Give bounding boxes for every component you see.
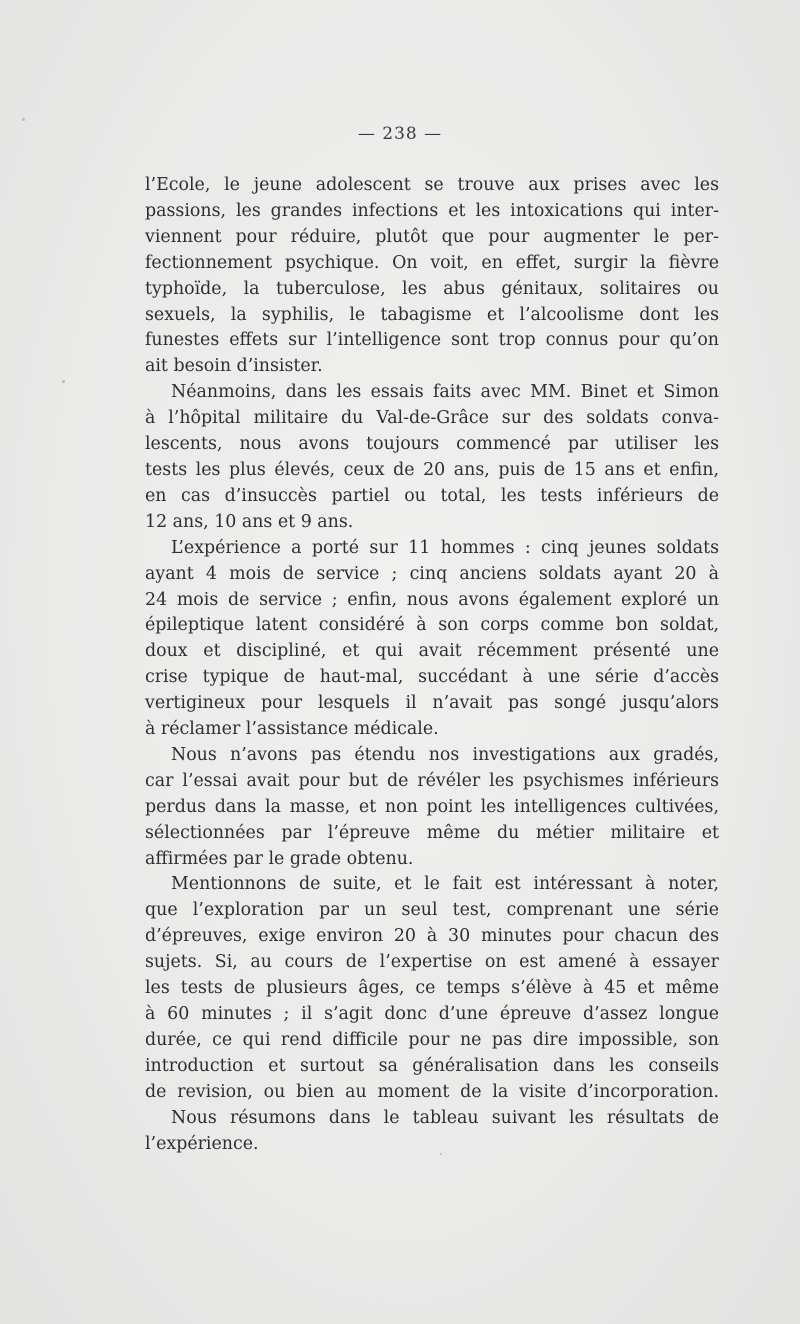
text-line: affirmées par le grade obtenu. bbox=[145, 848, 414, 869]
text-line: sujets. Si, au cours de l’expertise on est amené à essayer bbox=[145, 952, 719, 973]
paragraph bbox=[145, 536, 719, 743]
text-line: à 60 minutes ; il s’agit donc d’une épreuve d’assez longue bbox=[145, 1004, 719, 1024]
text-line: doux et discipliné, et qui avait récemment présenté une bbox=[145, 641, 719, 662]
text-line: l’expérience. bbox=[145, 1133, 259, 1154]
text-line: ayant 4 mois de service ; cinq anciens soldats ayant 20 à bbox=[145, 563, 719, 584]
text-line: 24 mois de service ; enfin, nous avons également exploré un bbox=[145, 589, 719, 610]
paper-speck bbox=[62, 380, 65, 383]
text-line: L’expérience a porté sur 11 hommes : cinq jeunes soldats bbox=[171, 537, 719, 558]
text-line: 12 ans, 10 ans et 9 ans. bbox=[145, 511, 354, 532]
text-line: vertigineux pour lesquels il n’avait pas songé jusqu’alors bbox=[145, 693, 719, 714]
text-line: à l’hôpital militaire du Val-de-Grâce sur des soldats conva- bbox=[145, 408, 719, 429]
body-text bbox=[145, 173, 719, 1157]
text-line: à réclamer l’assistance médicale. bbox=[145, 719, 439, 740]
text-line: perdus dans la masse, et non point les intelligences cultivées, bbox=[145, 796, 719, 817]
paragraph bbox=[145, 743, 719, 873]
paragraph bbox=[145, 380, 719, 535]
text-line: l’Ecole, le jeune adolescent se trouve aux prises avec les bbox=[145, 175, 719, 195]
page-number: — 238 — bbox=[357, 124, 443, 144]
text-line: Nous n’avons pas étendu nos investigations aux gradés, bbox=[171, 744, 719, 765]
text-line: en cas d’insuccès partiel ou total, les tests inférieurs de bbox=[145, 485, 719, 506]
text-line: funestes effets sur l’intelligence sont trop connus pour qu’on bbox=[145, 330, 719, 351]
text-line: crise typique de haut-mal, succédant à une série d’accès bbox=[145, 667, 719, 688]
text-line: introduction et surtout sa généralisation dans les conseils bbox=[145, 1055, 719, 1076]
paragraph bbox=[145, 173, 719, 380]
text-line: tests les plus élevés, ceux de 20 ans, puis de 15 ans et enfin, bbox=[145, 459, 719, 480]
paragraph bbox=[145, 872, 719, 1105]
text-line: Nous résumons dans le tableau suivant les résultats de bbox=[171, 1107, 719, 1128]
text-line: fectionnement psychique. On voit, en effet, surgir la fièvre bbox=[145, 252, 719, 273]
text-line: les tests de plusieurs âges, ce temps s’élève à 45 et même bbox=[145, 978, 719, 999]
text-line: lescents, nous avons toujours commencé par utiliser les bbox=[145, 434, 719, 455]
text-line: passions, les grandes infections et les intoxications qui inter- bbox=[145, 200, 719, 221]
text-line: viennent pour réduire, plutôt que pour augmenter le per- bbox=[145, 226, 719, 247]
text-line: épileptique latent considéré à son corps comme bon soldat, bbox=[145, 615, 719, 636]
text-line: sélectionnées par l’épreuve même du métier militaire et bbox=[145, 822, 719, 843]
paragraph bbox=[145, 1106, 719, 1158]
text-line: Mentionnons de suite, et le fait est intéressant à noter, bbox=[171, 874, 719, 895]
text-line: sexuels, la syphilis, le tabagisme et l’alcoolisme dont les bbox=[145, 304, 719, 325]
text-line: durée, ce qui rend difficile pour ne pas dire impossible, son bbox=[145, 1029, 719, 1050]
text-line: typhoïde, la tuberculose, les abus génitaux, solitaires ou bbox=[145, 278, 719, 299]
paper-speck bbox=[22, 118, 25, 121]
text-line: de revision, ou bien au moment de la visite d’incorporation. bbox=[145, 1081, 719, 1102]
text-line: car l’essai avait pour but de révéler les psychismes inférieurs bbox=[145, 770, 719, 791]
text-line: d’épreuves, exige environ 20 à 30 minutes pour chacun des bbox=[145, 926, 719, 947]
text-line: ait besoin d’insister. bbox=[145, 356, 323, 377]
text-line: que l’exploration par un seul test, comprenant une série bbox=[145, 900, 719, 921]
text-line: Néanmoins, dans les essais faits avec MM. Binet et Simon bbox=[171, 382, 719, 403]
